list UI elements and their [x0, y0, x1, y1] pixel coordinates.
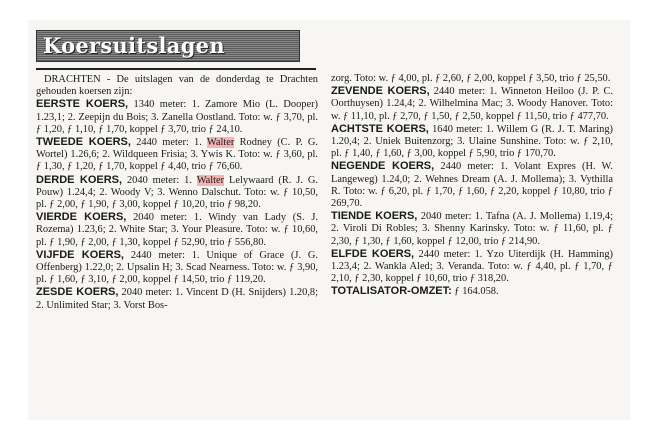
race-heading: VIERDE KOERS,: [36, 211, 127, 224]
section-title: Koersuitslagen: [43, 33, 225, 58]
race-7: [331, 85, 613, 123]
race-5: [36, 249, 318, 287]
highlighted-word: Walter: [196, 174, 225, 186]
race-result: 2440 meter: 1.: [136, 137, 202, 149]
race-result: 2040 meter: 1. Tafna (A. J. Mollema) 1.19,4; 2. Viroli Di Robles; 3. Shenny Karinsky. Toto: w. ƒ 11,60, pl. ƒ 2,30, ƒ 1,30, ƒ 1,60, koppel ƒ 12,00, trio ƒ 214,90.: [331, 211, 613, 247]
race-heading: VIJFDE KOERS,: [36, 248, 124, 261]
totalisator-total: [331, 285, 613, 298]
race-heading: ZESDE KOERS,: [36, 286, 119, 299]
race-heading: ZEVENDE KOERS,: [331, 85, 430, 98]
race-result: 2040 meter: 1. Windy van Lady (S. J. Rozema) 1.23,6; 2. White Star; 3. Your Pleasure. Toto: w. ƒ 10,60, pl. ƒ 1,90, ƒ 2,00, ƒ 1,30, koppel ƒ 52,90, trio ƒ 556,80.: [36, 212, 318, 248]
race-10: [331, 210, 613, 248]
race-heading: EERSTE KOERS,: [36, 98, 129, 111]
race-1: [36, 98, 318, 136]
race-3: [36, 174, 318, 212]
race-result: Lelywaard (R. J. G. Pouw) 1.24,4; 2. Woody V; 3. Wenno Dalschut. Toto: w. ƒ 10,50, pl. ƒ 2,00, ƒ 1,90, ƒ 3,00, koppel ƒ 10,20, trio ƒ 98,20.: [36, 174, 318, 211]
race-4: [36, 211, 318, 249]
race-11: [331, 248, 613, 286]
race-result: Rodney (C. P. G. Wortel) 1.26,6; 2. Wildqueen Frisia; 3. Ywis K. Toto: w. ƒ 3,60, pl. ƒ 1,30, ƒ 1,20, ƒ 1,70, koppel ƒ 4,40, trio ƒ 76,60.: [36, 137, 319, 173]
race-heading: TIENDE KOERS,: [331, 210, 418, 223]
race-6-continued: zorg. Toto: w. ƒ 4,00, pl. ƒ 2,60, ƒ 2,00, koppel ƒ 3,50, trio ƒ 25,50.: [331, 73, 611, 84]
total-heading: TOTALISATOR-OMZET:: [331, 285, 452, 298]
race-8: [331, 123, 613, 161]
section-banner: [36, 30, 300, 62]
race-result: 2040 meter: 1. Vincent D (H. Snijders) 1.20,8; 2. Unlimited Star; 3. Vorst Bos-: [36, 287, 318, 311]
race-heading: DERDE KOERS,: [36, 173, 123, 186]
race-result: 2440 meter: 1. Unique of Grace (J. G. Offenberg) 1.22,0; 2. Upsalin H; 3. Scad Nearness. Toto: w. ƒ 3,90, pl. ƒ 1,60, ƒ 3,10, ƒ 2,00, koppel ƒ 14,50, trio ƒ 119,20.: [36, 249, 319, 286]
race-heading: NEGENDE KOERS,: [331, 160, 435, 173]
right-column: [331, 73, 613, 299]
divider: [36, 68, 316, 70]
intro-text: DRACHTEN - De uitslagen van de donderdag te Drachten gehouden koersen zijn:: [36, 74, 318, 98]
race-heading: ACHTSTE KOERS,: [331, 122, 429, 135]
race-result: 2440 meter: 1. Volant Expres (H. W. Langeweg) 1.24,0; 2. Wehnes Dream (A. J. Mollema); 3. Vythilla R. Toto: w. ƒ 6,20, pl. ƒ 1,70, ƒ 1,60, ƒ 2,20, koppel ƒ 10,80, trio ƒ 269,70.: [331, 161, 613, 210]
race-2: [36, 136, 318, 174]
race-result: 1640 meter: 1. Willem G (R. J. T. Maring) 1.20,4; 2. Uniek Buitenzorg; 3. Ulaine Sunshine. Toto: w. ƒ 2,10, pl. ƒ 1,40, ƒ 1,60, ƒ 3,00, koppel ƒ 5,90, trio ƒ 170,70.: [331, 123, 613, 160]
race-result: 2040 meter: 1.: [126, 174, 192, 186]
race-heading: TWEEDE KOERS,: [36, 136, 131, 149]
highlighted-word: Walter: [206, 137, 235, 149]
race-result: 1340 meter: 1. Zamore Mio (L. Dooper) 1.23,1; 2. Zeepijn du Bois; 3. Zanella Oostland. Toto: w. ƒ 3,70, pl. ƒ 1,20, ƒ 1,10, ƒ 1,70, koppel ƒ 3,70, trio ƒ 24,10.: [36, 99, 318, 135]
race-result: 2440 meter: 1. Yzo Uiterdijk (H. Hamming) 1.23,4; 2. Wankla Aled; 3. Veranda. Toto: w. ƒ 4,40, pl. ƒ 1,70, ƒ 2,10, ƒ 2,30, koppel ƒ 10,60, trio ƒ 318,20.: [331, 248, 613, 285]
race-heading: ELFDE KOERS,: [331, 247, 415, 260]
race-result: 2440 meter: 1. Winneton Heiloo (J. P. C. Oorthuysen) 1.24,4; 2. Wilhelmina Mac; 3. Woody Hanover. Toto: w. ƒ 11,10, pl. ƒ 2,70, ƒ 1,50, ƒ 2,50, koppel ƒ 11,50, trio ƒ 477,70.: [331, 86, 613, 122]
left-column: [36, 74, 318, 312]
total-value: ƒ 164.058.: [454, 286, 499, 298]
race-9: [331, 160, 613, 210]
race-6: [36, 286, 318, 311]
